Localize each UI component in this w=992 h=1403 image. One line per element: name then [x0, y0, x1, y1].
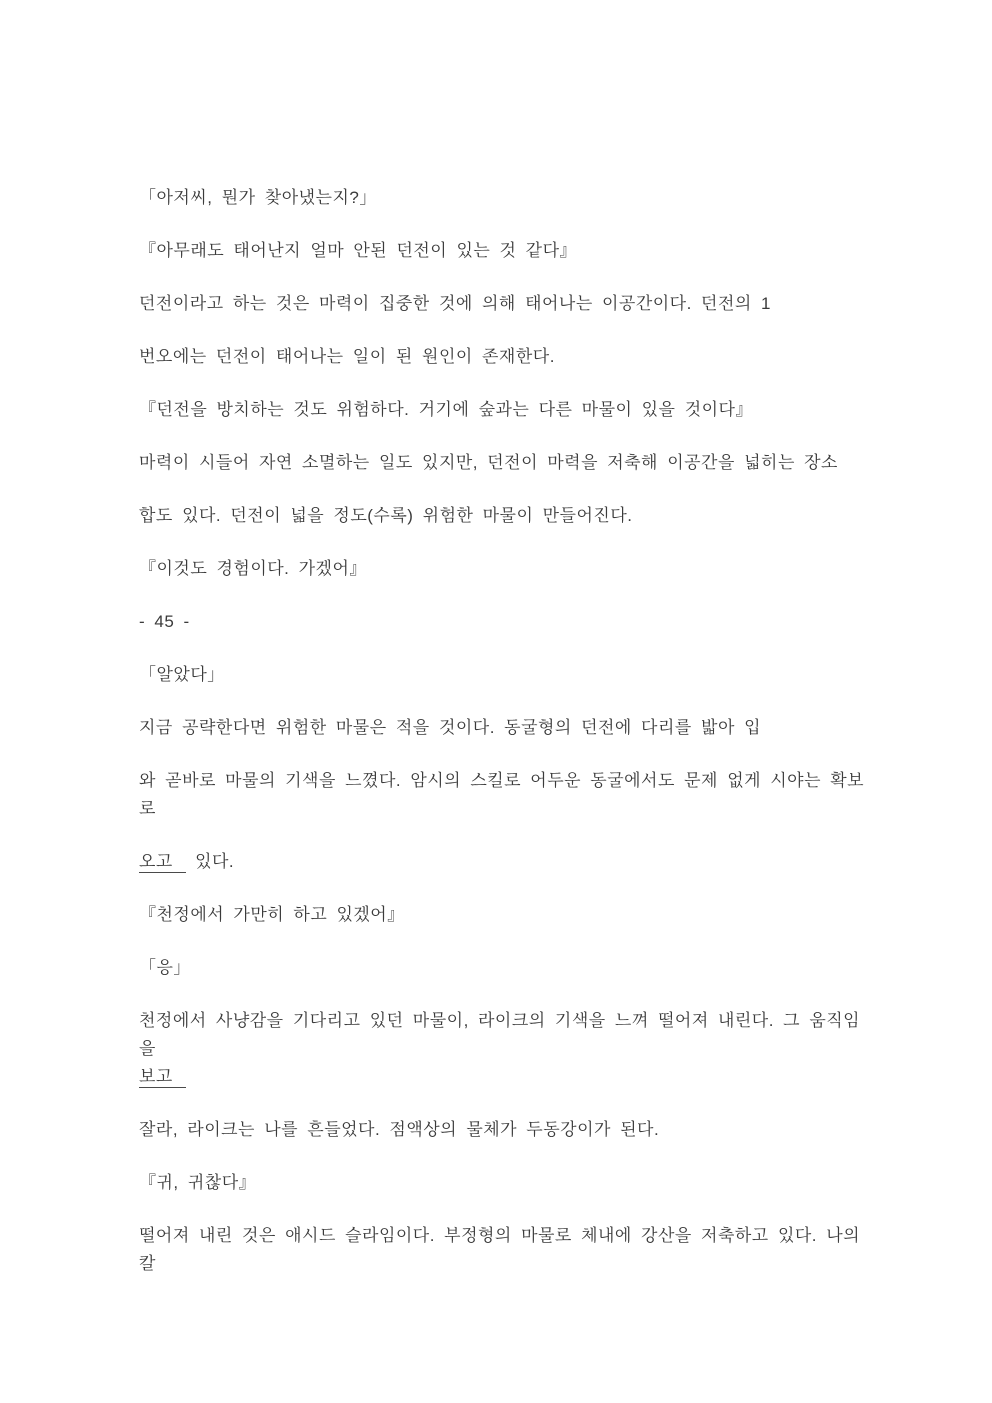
dialogue-line: 「응」 [139, 958, 191, 977]
dialogue-line: 『아무래도 태어난지 얼마 안된 던전이 있는 것 같다』 [139, 241, 578, 260]
narration-line [139, 848, 876, 876]
dialogue-line: 『던전을 방치하는 것도 위험하다. 거기에 숲과는 다른 마물이 있을 것이다』 [139, 400, 753, 419]
narration-line [139, 1007, 876, 1091]
underlined-word: 오고 [139, 852, 186, 873]
page-number: - 45 - [139, 612, 190, 631]
dialogue-line: 「아저씨, 뭔가 찾아냈는지?」 [139, 188, 377, 207]
narration-line: 합도 있다. 던전이 넓을 정도(수록) 위험한 마물이 만들어진다. [139, 506, 633, 525]
narration-line: 잘라, 라이크는 나를 흔들었다. 점액상의 물체가 두동강이가 된다. [139, 1120, 660, 1139]
narration-text: 천정에서 사냥감을 기다리고 있던 마물이, 라이크의 기색을 느껴 떨어져 내린다. 그 움직임을 [139, 1011, 861, 1058]
text-block [139, 184, 876, 1303]
underlined-word: 보고 [139, 1067, 186, 1088]
narration-line: 번오에는 던전이 태어나는 일이 된 원인이 존재한다. [139, 347, 555, 366]
narration-line: 와 곧바로 마물의 기색을 느꼈다. 암시의 스킬로 어두운 동굴에서도 문제 없게 시야는 확보로 [139, 771, 865, 818]
narration-line: 마력이 시들어 자연 소멸하는 일도 있지만, 던전이 마력을 저축해 이공간을 넓히는 장소 [139, 453, 838, 472]
dialogue-line: 『귀, 귀찮다』 [139, 1173, 257, 1192]
narration-text: 떨어져 내린 것은 애시드 슬라임이다. 부정형의 마물로 체내에 강산을 저축하고 있다. 나의 [139, 1226, 861, 1245]
dialogue-line: 『이것도 경험이다. 가겠어』 [139, 559, 367, 578]
narration-line: 던전이라고 하는 것은 마력이 집중한 것에 의해 태어나는 이공간이다. 던전의 1 [139, 294, 771, 313]
narration-line: 지금 공략한다면 위험한 마물은 적을 것이다. 동굴형의 던전에 다리를 밟아 입 [139, 718, 762, 737]
dialogue-line: 「알았다」 [139, 665, 225, 684]
dialogue-line: 『천정에서 가만히 하고 있겠어』 [139, 905, 405, 924]
narration-line [139, 1222, 876, 1278]
narration-text: 칼 [139, 1254, 156, 1273]
narration-text: 있다. [185, 852, 235, 871]
